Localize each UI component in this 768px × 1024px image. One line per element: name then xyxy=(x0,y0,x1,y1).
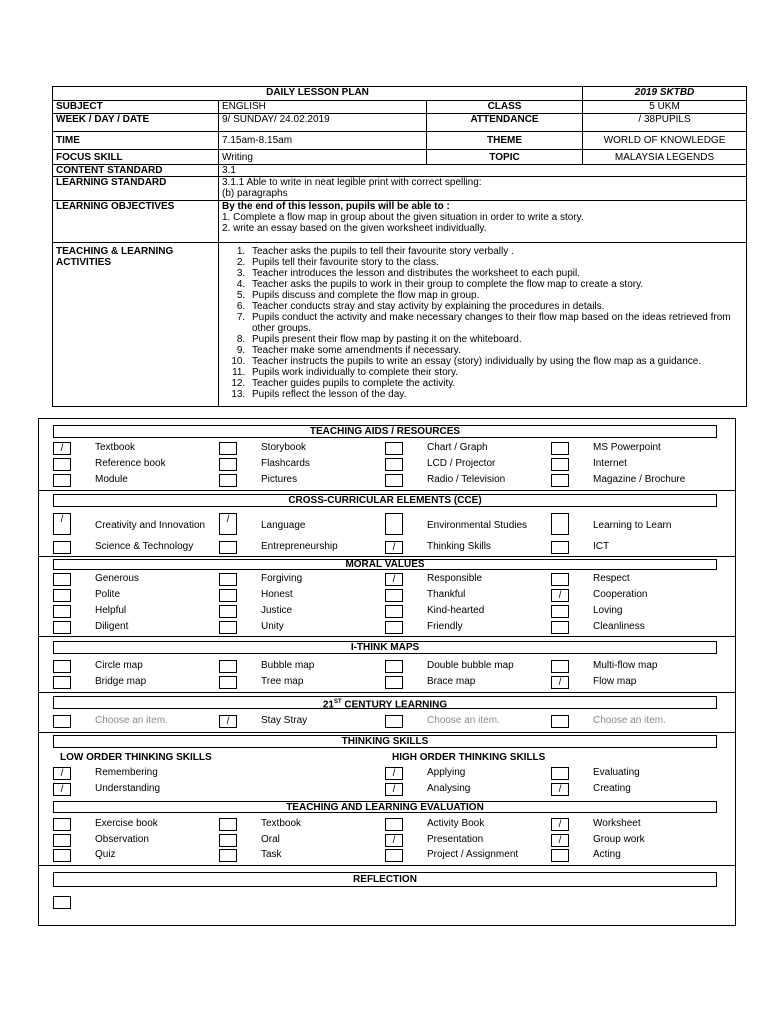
class-label: CLASS xyxy=(427,101,583,114)
check-mark: / xyxy=(226,514,230,525)
checkbox-label: Learning to Learn xyxy=(593,520,672,531)
checkbox-label: Remembering xyxy=(95,767,158,778)
checkbox[interactable] xyxy=(385,513,403,535)
checkbox[interactable] xyxy=(219,442,237,455)
objectives-line-2: 2. write an essay based on the given worksheet individually. xyxy=(222,223,487,234)
checkbox-label: Honest xyxy=(261,589,293,600)
checkbox[interactable] xyxy=(385,442,403,455)
check-mark: / xyxy=(392,574,396,585)
checkbox[interactable] xyxy=(551,767,569,780)
learning-label: LEARNING STANDARD xyxy=(53,177,219,201)
check-mark: / xyxy=(60,768,64,779)
checkbox-label: Oral xyxy=(261,834,280,845)
section-divider xyxy=(38,732,736,733)
checkbox[interactable] xyxy=(53,660,71,673)
checkbox[interactable] xyxy=(385,605,403,618)
checkbox-label: Choose an item. xyxy=(593,715,666,726)
checkbox[interactable] xyxy=(219,849,237,862)
section-divider xyxy=(38,865,736,866)
activity-item: 12. Teacher guides pupils to complete the activity. xyxy=(248,378,743,389)
theme-label: THEME xyxy=(427,132,583,150)
century-number: 21 xyxy=(322,699,334,711)
objectives-label: LEARNING OBJECTIVES xyxy=(53,201,219,243)
checkbox[interactable] xyxy=(551,834,569,847)
checkbox-label: Module xyxy=(95,474,128,485)
checkbox[interactable] xyxy=(385,660,403,673)
subject-value: ENGLISH xyxy=(219,101,427,114)
checkbox-label: Generous xyxy=(95,573,139,584)
check-mark: / xyxy=(558,677,562,688)
activity-item: 10. Teacher instructs the pupils to write an essay (story) individually by using the flow map as a guidance. xyxy=(248,356,743,367)
section-divider xyxy=(38,692,736,693)
checkbox[interactable] xyxy=(385,783,403,796)
checkbox-label: Creativity and Innovation xyxy=(95,520,206,531)
checkbox-label: Friendly xyxy=(427,621,463,632)
checkbox-label: Chart / Graph xyxy=(427,442,488,453)
checkbox-label: Flow map xyxy=(593,676,637,687)
activity-item: 11. Pupils work individually to complete their story. xyxy=(248,367,743,378)
checkbox-label: Textbook xyxy=(261,818,302,829)
checkbox[interactable] xyxy=(53,767,71,780)
checkbox[interactable] xyxy=(385,767,403,780)
checkbox[interactable] xyxy=(551,818,569,831)
checkbox[interactable] xyxy=(219,621,237,634)
check-mark: / xyxy=(392,835,396,846)
objectives-intro: By the end of this lesson, pupils will be able to : xyxy=(222,201,450,212)
checkbox[interactable] xyxy=(551,676,569,689)
checkbox-label: Responsible xyxy=(427,573,483,584)
checkbox[interactable] xyxy=(53,458,71,471)
checkbox[interactable] xyxy=(551,605,569,618)
check-mark: / xyxy=(226,716,230,727)
checkbox[interactable] xyxy=(219,513,237,535)
checkbox[interactable] xyxy=(385,676,403,689)
checkbox[interactable] xyxy=(551,458,569,471)
week-value: 9/ SUNDAY/ 24.02.2019 xyxy=(219,114,427,132)
checkbox-label: Language xyxy=(261,520,306,531)
checkbox[interactable] xyxy=(219,834,237,847)
check-mark: / xyxy=(558,784,562,795)
checkbox[interactable] xyxy=(53,783,71,796)
checkbox[interactable] xyxy=(385,589,403,602)
checkbox[interactable] xyxy=(385,818,403,831)
checkbox[interactable] xyxy=(219,605,237,618)
checkbox[interactable] xyxy=(219,458,237,471)
checkbox[interactable] xyxy=(551,573,569,586)
checkbox-label: Presentation xyxy=(427,834,484,845)
attendance-label: ATTENDANCE xyxy=(427,114,583,132)
checkbox[interactable] xyxy=(53,834,71,847)
century-text: CENTURY LEARNING xyxy=(341,699,448,711)
high-order-thinking-label: HIGH ORDER THINKING SKILLS xyxy=(392,752,546,763)
checkbox-label: Helpful xyxy=(95,605,127,616)
section-evaluation: TEACHING AND LEARNING EVALUATION xyxy=(53,801,717,813)
subject-label: SUBJECT xyxy=(53,101,219,114)
checkbox[interactable] xyxy=(385,834,403,847)
checkbox-label: Textbook xyxy=(95,442,136,453)
checkbox[interactable] xyxy=(219,660,237,673)
activities-list xyxy=(222,246,743,400)
checkbox-label: Group work xyxy=(593,834,645,845)
checkbox-label: Entrepreneurship xyxy=(261,541,338,552)
checkbox[interactable] xyxy=(551,589,569,602)
checkbox-label: Cooperation xyxy=(593,589,648,600)
checkbox-label: Polite xyxy=(95,589,121,600)
checkbox[interactable] xyxy=(53,818,71,831)
activity-item: 4. Teacher asks the pupils to work in their group to complete the flow map to create a story. xyxy=(248,279,743,290)
checkbox[interactable] xyxy=(385,474,403,487)
checkbox-label: Worksheet xyxy=(593,818,641,829)
checkbox[interactable] xyxy=(385,621,403,634)
activity-item: 13. Pupils reflect the lesson of the day. xyxy=(248,389,743,400)
checkbox[interactable] xyxy=(53,676,71,689)
checkbox-label: Acting xyxy=(593,849,621,860)
checkbox[interactable] xyxy=(53,573,71,586)
checkbox-label: Justice xyxy=(261,605,293,616)
checkbox[interactable] xyxy=(551,715,569,728)
plan-title: DAILY LESSON PLAN xyxy=(53,87,583,101)
checkbox-label: Circle map xyxy=(95,660,143,671)
checkbox[interactable] xyxy=(551,442,569,455)
checkbox-label: Forgiving xyxy=(261,573,303,584)
checkbox-label: Diligent xyxy=(95,621,129,632)
checkbox-label: Observation xyxy=(95,834,149,845)
checkbox[interactable] xyxy=(385,715,403,728)
focus-value: Writing xyxy=(219,150,427,165)
checkbox[interactable] xyxy=(219,474,237,487)
checkbox-label: Brace map xyxy=(427,676,476,687)
activities-label xyxy=(53,243,219,407)
class-value: 5 UKM xyxy=(583,101,747,114)
checkbox[interactable] xyxy=(53,621,71,634)
section-reflection: REFLECTION xyxy=(53,872,717,887)
checkbox[interactable] xyxy=(551,513,569,535)
content-value: 3.1 xyxy=(219,165,747,177)
content-label: CONTENT STANDARD xyxy=(53,165,219,177)
checkbox-label: Choose an item. xyxy=(427,715,500,726)
checkbox-label: Stay Stray xyxy=(261,715,308,726)
checkbox-label: Loving xyxy=(593,605,623,616)
checkbox-label: Pictures xyxy=(261,474,298,485)
section-21st-century xyxy=(53,696,717,709)
section-divider xyxy=(38,636,736,637)
check-mark: / xyxy=(392,542,396,553)
checkbox-label: Respect xyxy=(593,573,630,584)
activity-item: 5. Pupils discuss and complete the flow map in group. xyxy=(248,290,743,301)
check-mark: / xyxy=(392,784,396,795)
section-divider xyxy=(38,490,736,491)
activities-label-line-1: TEACHING & LEARNING xyxy=(56,246,174,257)
checkbox[interactable] xyxy=(551,660,569,673)
checkbox[interactable] xyxy=(53,541,71,554)
learning-line-1: 3.1.1 Able to write in neat legible print with correct spelling: xyxy=(222,177,482,188)
objectives-line-1: 1. Complete a flow map in group about the given situation in order to write a story. xyxy=(222,212,584,223)
checkbox[interactable] xyxy=(385,573,403,586)
checkbox-label: Flashcards xyxy=(261,458,310,469)
checkbox[interactable] xyxy=(219,818,237,831)
checkbox-label: Creating xyxy=(593,783,631,794)
checkbox-label: ICT xyxy=(593,541,610,552)
checkbox[interactable] xyxy=(53,474,71,487)
learning-value xyxy=(219,177,747,201)
checkbox-label: Internet xyxy=(593,458,627,469)
time-value: 7.15am-8.15am xyxy=(219,132,427,150)
topic-label: TOPIC xyxy=(427,150,583,165)
checkbox[interactable] xyxy=(53,849,71,862)
checkbox-label: Quiz xyxy=(95,849,116,860)
checkbox-label: Thankful xyxy=(427,589,466,600)
checkbox-label: Double bubble map xyxy=(427,660,514,671)
checkbox[interactable] xyxy=(551,541,569,554)
checkbox[interactable] xyxy=(551,849,569,862)
checkbox[interactable] xyxy=(219,589,237,602)
checkbox-label: Radio / Television xyxy=(427,474,506,485)
activities-label-line-2: ACTIVITIES xyxy=(56,257,112,268)
checkbox-label: Cleanliness xyxy=(593,621,645,632)
checkbox[interactable] xyxy=(53,442,71,455)
topic-value: MALAYSIA LEGENDS xyxy=(583,150,747,165)
section-moral-values: MORAL VALUES xyxy=(53,559,717,570)
time-label: TIME xyxy=(53,132,219,150)
lesson-plan-table xyxy=(52,86,747,407)
checkbox-label: Kind-hearted xyxy=(427,605,485,616)
checkbox[interactable] xyxy=(219,715,237,728)
checkbox-label: Evaluating xyxy=(593,767,640,778)
checkbox-label: Exercise book xyxy=(95,818,158,829)
attendance-value: / 38PUPILS xyxy=(583,114,747,132)
checkbox[interactable] xyxy=(551,474,569,487)
checkbox[interactable] xyxy=(385,541,403,554)
focus-label: FOCUS SKILL xyxy=(53,150,219,165)
checkbox-label: Applying xyxy=(427,767,466,778)
checkbox[interactable] xyxy=(53,896,71,909)
checkbox-label: Reference book xyxy=(95,458,166,469)
objectives-value xyxy=(219,201,747,243)
section-divider xyxy=(38,556,736,557)
check-mark: / xyxy=(60,443,64,454)
activities-list-cell xyxy=(219,243,747,407)
week-label: WEEK / DAY / DATE xyxy=(53,114,219,132)
plan-year: 2019 SKTBD xyxy=(583,87,747,101)
learning-line-2: (b) paragraphs xyxy=(222,188,288,199)
checkbox-label: Environmental Studies xyxy=(427,520,528,531)
low-order-thinking-label: LOW ORDER THINKING SKILLS xyxy=(60,752,212,763)
activity-item: 7. Pupils conduct the activity and make necessary changes to their flow map based on the ideas retrieved from other groups. xyxy=(248,312,743,334)
checkbox-label: Analysing xyxy=(427,783,471,794)
checkbox-label: Science & Technology xyxy=(95,541,194,552)
checkbox[interactable] xyxy=(219,676,237,689)
checkbox[interactable] xyxy=(53,513,71,535)
check-mark: / xyxy=(60,784,64,795)
checkbox[interactable] xyxy=(551,621,569,634)
checkbox[interactable] xyxy=(219,573,237,586)
checkbox-label: Understanding xyxy=(95,783,161,794)
activity-item: 8. Pupils present their flow map by pasting it on the whiteboard. xyxy=(248,334,743,345)
theme-value: WORLD OF KNOWLEDGE xyxy=(583,132,747,150)
checkbox[interactable] xyxy=(385,849,403,862)
activity-item: 9. Teacher make some amendments if necessary. xyxy=(248,345,743,356)
checkbox-label: Magazine / Brochure xyxy=(593,474,686,485)
checkbox-label: LCD / Projector xyxy=(427,458,496,469)
checkbox-label: Activity Book xyxy=(427,818,485,829)
check-mark: / xyxy=(60,514,64,525)
checkbox-label: MS Powerpoint xyxy=(593,442,661,453)
checkbox-label: Thinking Skills xyxy=(427,541,491,552)
checkbox[interactable] xyxy=(53,715,71,728)
checkbox[interactable] xyxy=(53,589,71,602)
checkbox-label: Choose an item. xyxy=(95,715,168,726)
section-cce: CROSS-CURRICULAR ELEMENTS (CCE) xyxy=(53,494,717,507)
activity-item: 1. Teacher asks the pupils to tell their favourite story verbally . xyxy=(248,246,743,257)
checkbox[interactable] xyxy=(53,605,71,618)
checkbox[interactable] xyxy=(219,541,237,554)
checkbox-label: Bridge map xyxy=(95,676,147,687)
checkbox-label: Unity xyxy=(261,621,284,632)
checkbox-label: Task xyxy=(261,849,282,860)
checkbox[interactable] xyxy=(551,783,569,796)
section-i-think-maps: I-THINK MAPS xyxy=(53,641,717,654)
checkbox-label: Project / Assignment xyxy=(427,849,519,860)
checkbox-label: Tree map xyxy=(261,676,304,687)
section-teaching-aids: TEACHING AIDS / RESOURCES xyxy=(53,425,717,438)
century-suffix: ST xyxy=(333,699,342,705)
section-thinking-skills: THINKING SKILLS xyxy=(53,735,717,748)
activity-item: 6. Teacher conducts stray and stay activity by explaining the procedures in details. xyxy=(248,301,743,312)
checkbox-label: Bubble map xyxy=(261,660,315,671)
activity-item: 3. Teacher introduces the lesson and distributes the worksheet to each pupil. xyxy=(248,268,743,279)
checkbox[interactable] xyxy=(385,458,403,471)
check-mark: / xyxy=(558,590,562,601)
check-mark: / xyxy=(392,768,396,779)
check-mark: / xyxy=(558,835,562,846)
check-mark: / xyxy=(558,819,562,830)
checkbox-label: Storybook xyxy=(261,442,307,453)
activity-item: 2. Pupils tell their favourite story to the class. xyxy=(248,257,743,268)
checkbox-label: Multi-flow map xyxy=(593,660,658,671)
